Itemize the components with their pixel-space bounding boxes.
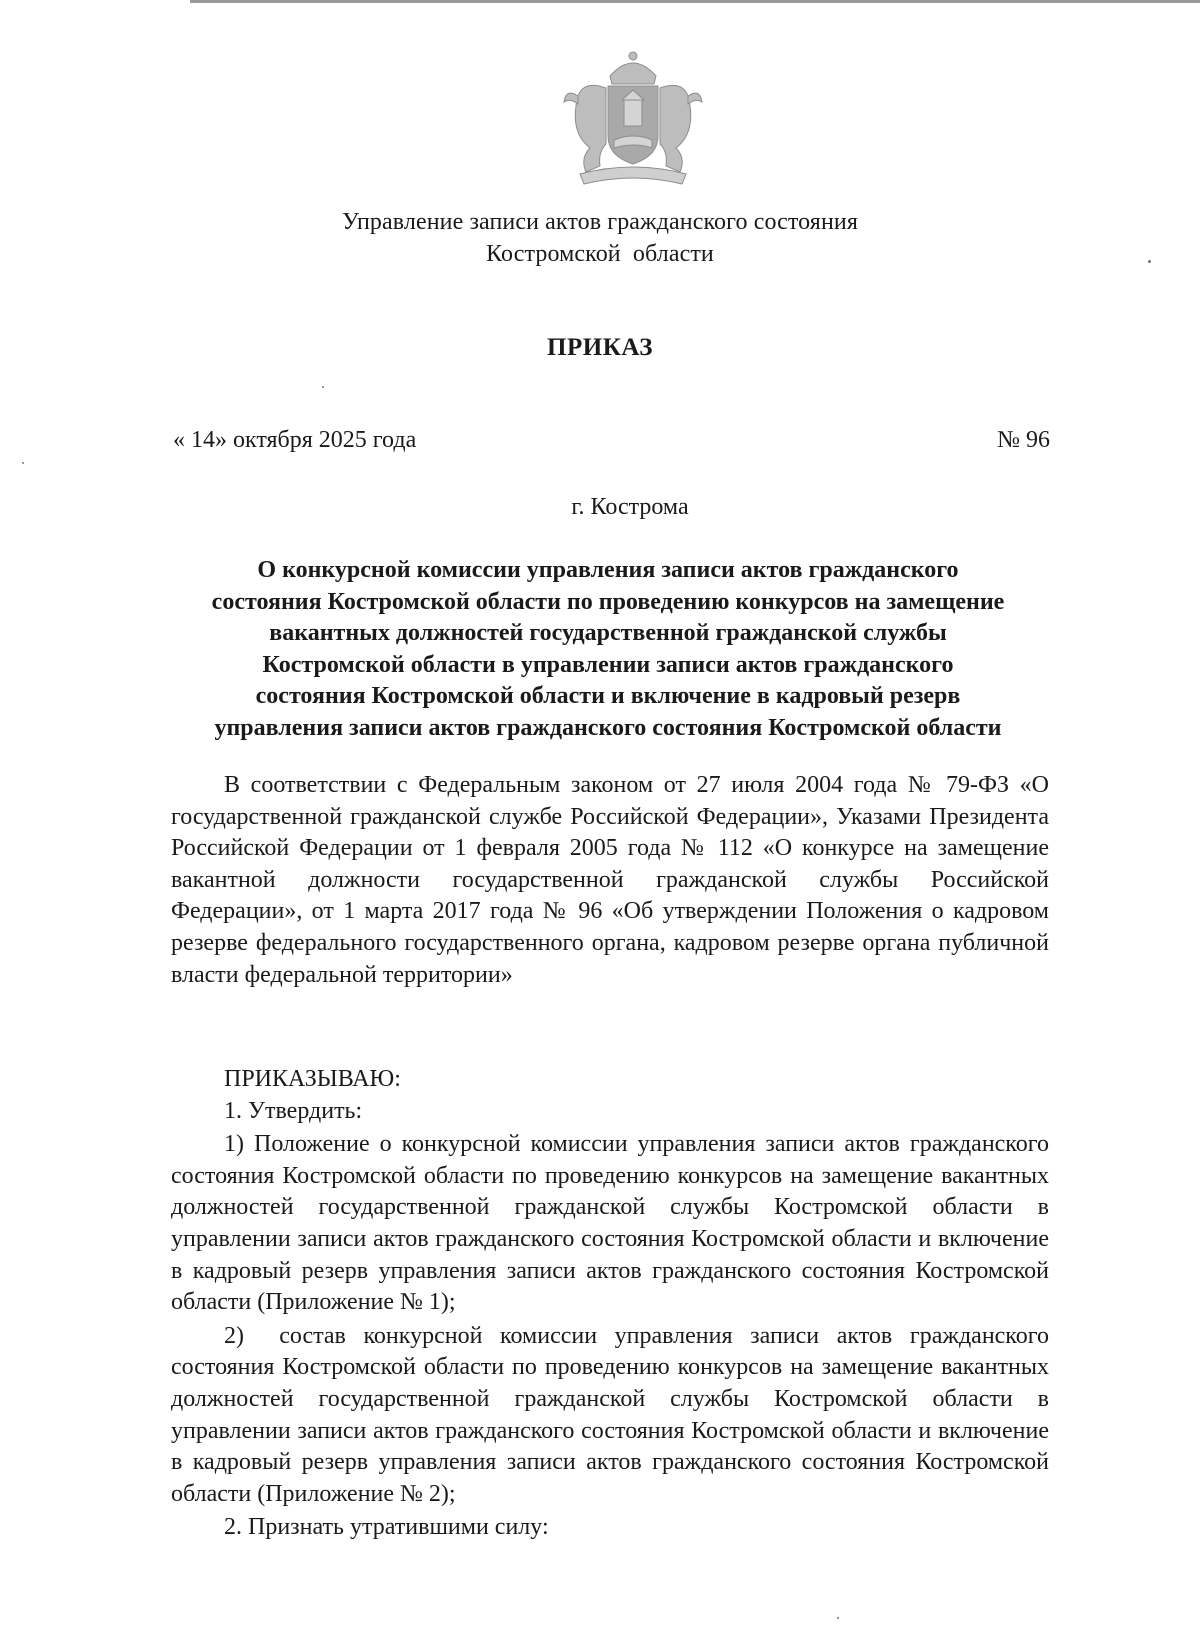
preamble-text: В соответствии с Федеральным законом от 27 июля 2004 года № 79-ФЗ «О государственной гражданской службе Российской Федерации», Указами Президента Российской Федерации от 1 февраля 2005 года № 112 «О конкурсе на замещение вакантной должности государственной гражданской службы Российской Федерации», от 1 марта 2017 года № 96 «Об утверждении Положения о кадровом резерве федерального государственного органа, кадровом резерве органа публичной власти федеральной территории» xyxy=(171,772,1049,988)
document-title xyxy=(168,555,1048,744)
title-line: состояния Костромской области по проведению конкурсов на замещение xyxy=(211,588,1005,615)
document-date: « 14» октября 2025 года xyxy=(173,427,417,453)
document-type: ПРИКАЗ xyxy=(547,334,653,361)
order-item-1: 1. Утвердить: xyxy=(224,1097,363,1124)
title-line: вакантных должностей государственной гражданской службы xyxy=(269,620,947,646)
coat-of-arms-icon xyxy=(558,48,708,186)
title-line: состояния Костромской области и включение в кадровый резерв xyxy=(255,683,961,709)
scan-speck xyxy=(322,386,324,388)
organization-name: Управление записи актов гражданского состояния xyxy=(342,209,858,235)
scan-speck xyxy=(1148,260,1151,263)
order-item-1-2: 2) состав конкурсной комиссии управления записи актов гражданского состояния Костромской области по проведению конкурсов на замещение вакантных должностей государственной гражданской службы Костромской области в управлении записи актов гражданского состояния Костромской области и включение в кадровый резерв управления записи актов гражданского состояния Костромской области (Приложение № 2); xyxy=(171,1322,1055,1507)
scan-speck xyxy=(22,462,24,464)
order-item-2: 2. Признать утратившими силу: xyxy=(224,1514,549,1541)
preamble xyxy=(171,770,1049,991)
orders-heading: ПРИКАЗЫВАЮ: xyxy=(224,1066,401,1092)
title-line: Костромской области в управлении записи актов гражданского xyxy=(262,651,954,678)
orders-section xyxy=(171,1064,1055,1544)
order-item-1-1: 1) Положение о конкурсной комиссии управления записи актов гражданского состояния Костромской области по проведению конкурсов на замещение вакантных должностей государственной гражданской службы Костромской области в управлении записи актов гражданского состояния Костромской области и включение в кадровый резерв управления записи актов гражданского состояния Костромской области (Приложение № 1); xyxy=(171,1131,1049,1316)
scan-speck xyxy=(837,1617,839,1619)
title-line: О конкурсной комиссии управления записи актов гражданского xyxy=(257,557,959,583)
document-number: № 96 xyxy=(997,427,1050,453)
title-line: управления записи актов гражданского состояния Костромской области xyxy=(214,714,1002,741)
organization-region: Костромской области xyxy=(486,241,714,267)
document-city: г. Кострома xyxy=(571,494,689,520)
organization-header xyxy=(0,206,1200,270)
scan-top-edge xyxy=(190,0,1200,3)
